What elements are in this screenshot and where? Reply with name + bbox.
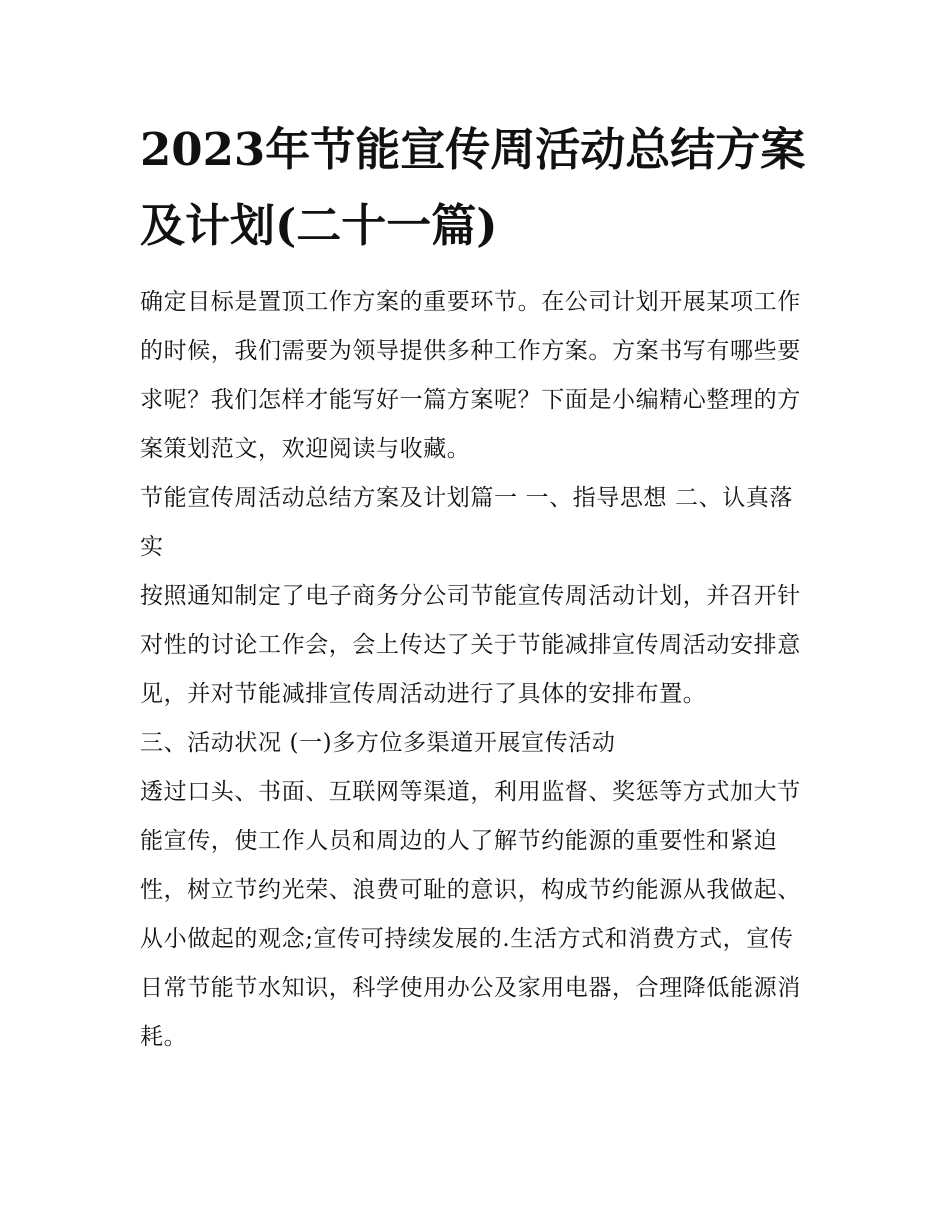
activity-heading-paragraph: 三、活动状况 (一)多方位多渠道开展宣传活动 xyxy=(140,730,616,756)
section-heading-paragraph: 节能宣传周活动总结方案及计划篇一 一、指导思想 二、认真落实 xyxy=(140,485,794,560)
document-body xyxy=(140,112,812,1062)
intro-paragraph: 确定目标是置顶工作方案的重要环节。在公司计划开展某项工作的时候，我们需要为领导提供多种工作方案。方案书写有哪些要求呢？我们怎样才能写好一篇方案呢？下面是小编精心整理的方案策划范文，欢迎阅读与收藏。 xyxy=(140,289,801,462)
document-title: 2023年节能宣传周活动总结方案及计划(二十一篇) xyxy=(140,123,806,252)
publicity-paragraph: 透过口头、书面、互联网等渠道，利用监督、奖惩等方式加大节能宣传，使工作人员和周边的人了解节约能源的重要性和紧迫性，树立节约光荣、浪费可耻的意识，构成节约能源从我做起、从小做起的观念;宣传可持续发展的.生活方式和消费方式，宣传日常节能节水知识，科学使用办公及家用电器，合理降低能源消耗。 xyxy=(140,779,801,1050)
implementation-paragraph: 按照通知制定了电子商务分公司节能宣传周活动计划，并召开针对性的讨论工作会，会上传达了关于节能减排宣传周活动安排意见，并对节能减排宣传周活动进行了具体的安排布置。 xyxy=(140,583,801,707)
